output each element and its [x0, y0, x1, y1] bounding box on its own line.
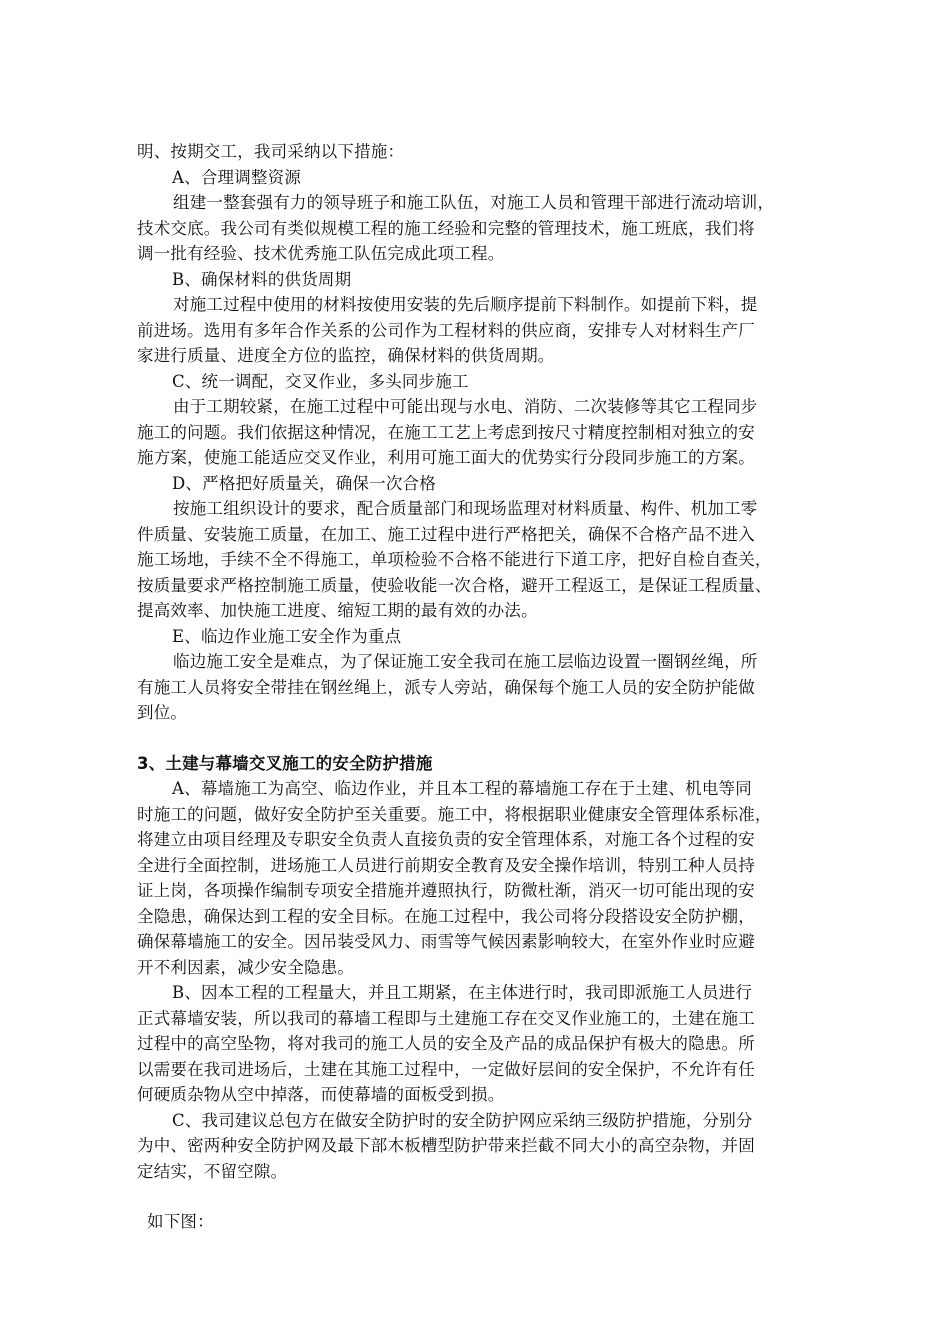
- paragraph-line: 施工场地，手续不全不得施工，单项检验不合格不能进行下道工序，把好自检自查关，: [137, 550, 772, 569]
- paragraph-line: 临边施工安全是难点，为了保证施工安全我司在施工层临边设置一圈钢丝绳，所: [173, 652, 758, 671]
- paragraph-line: 将建立由项目经理及专职安全负责人直接负责的安全管理体系，对施工各个过程的安: [137, 830, 755, 849]
- paragraph-line: 以需要在我司进场后，土建在其施工过程中，一定做好层间的安全保护，不允许有任: [137, 1059, 755, 1079]
- paragraph-line: 按质量要求严格控制施工质量，使验收能一次合格，避开工程返工，是保证工程质量、: [137, 575, 772, 595]
- paragraph-line: 技术交底。我公司有类似规模工程的施工经验和完整的管理技术，施工班底，我们将: [137, 218, 755, 238]
- paragraph-line: 按施工组织设计的要求，配合质量部门和现场监理对材料质量、构件、机加工零: [173, 499, 758, 518]
- paragraph-line: B、因本工程的工程量大，并且工期紧，在主体进行时，我司即派施工人员进行: [172, 983, 753, 1002]
- paragraph-line: C、我司建议总包方在做安全防护时的安全防护网应采纳三级防护措施，分别分: [172, 1110, 753, 1130]
- paragraph-line: 正式幕墙安装，所以我司的幕墙工程即与土建施工存在交叉作业施工的，土建在施工: [137, 1008, 755, 1028]
- paragraph-line: A、幕墙施工为高空、临边作业，并且本工程的幕墙施工存在于土建、机电等同: [172, 779, 752, 798]
- paragraph-line: 开不利因素，减少安全隐患。: [137, 957, 355, 977]
- paragraph-line: 组建一整套强有力的领导班子和施工队伍，对施工人员和管理干部进行流动培训，: [173, 193, 775, 212]
- paragraph-line: 证上岗，各项操作编制专项安全措施并遵照执行，防微杜渐，消灭一切可能出现的安: [137, 881, 755, 900]
- paragraph-line: 过程中的高空坠物，将对我司的施工人员的安全及产品的成品保护有极大的隐患。所: [137, 1034, 755, 1053]
- paragraph-line: 前进场。选用有多年合作关系的公司作为工程材料的供应商，安排专人对材料生产厂: [137, 320, 755, 340]
- paragraph-line: 调一批有经验、技术优秀施工队伍完成此项工程。: [137, 244, 505, 263]
- paragraph-line: 何硬质杂物从空中掉落，而使幕墙的面板受到损。: [137, 1085, 505, 1104]
- paragraph-line: 到位。: [137, 703, 188, 722]
- paragraph-line: 定结实，不留空隙。: [137, 1161, 288, 1181]
- section-heading: 3、土建与幕墙交叉施工的安全防护措施: [137, 753, 433, 773]
- paragraph-line: 件质量、安装施工质量，在加工、施工过程中进行严格把关，确保不合格产品不进入: [137, 524, 755, 544]
- paragraph-line: 明、按期交工，我司采纳以下措施：: [137, 142, 405, 161]
- subsection-title-a: A、合理调整资源: [172, 167, 302, 187]
- paragraph-line: 家进行质量、进度全方位的监控，确保材料的供货周期。: [137, 346, 555, 365]
- paragraph-line: 施方案，使施工能适应交叉作业，利用可施工面大的优势实行分段同步施工的方案。: [137, 448, 755, 467]
- paragraph-line: 有施工人员将安全带挂在钢丝绳上，派专人旁站，确保每个施工人员的安全防护能做: [137, 677, 755, 697]
- paragraph-line: 时施工的问题，做好安全防护至关重要。施工中，将根据职业健康安全管理体系标准，: [137, 804, 772, 824]
- paragraph-line: 对施工过程中使用的材料按使用安装的先后顺序提前下料制作。如提前下料，提: [173, 295, 758, 314]
- paragraph-line: 提高效率、加快施工进度、缩短工期的最有效的办法。: [137, 601, 538, 620]
- paragraph-line: 全隐患，确保达到工程的安全目标。在施工过程中，我公司将分段搭设安全防护棚，: [137, 906, 755, 926]
- paragraph-line: 确保幕墙施工的安全。因吊装受风力、雨雪等气候因素影响较大，在室外作业时应避: [137, 932, 755, 951]
- paragraph-line: 由于工期较紧，在施工过程中可能出现与水电、消防、二次装修等其它工程同步: [173, 397, 758, 416]
- subsection-title-e: E、临边作业施工安全作为重点: [172, 626, 402, 646]
- figure-caption: 如下图：: [147, 1212, 214, 1231]
- paragraph-line: 施工的问题。我们依据这种情况，在施工工艺上考虑到按尺寸精度控制相对独立的安: [137, 422, 755, 442]
- paragraph-line: 全进行全面控制，进场施工人员进行前期安全教育及安全操作培训，特别工种人员持: [137, 855, 755, 875]
- subsection-title-b: B、确保材料的供货周期: [172, 269, 352, 289]
- subsection-title-d: D、严格把好质量关，确保一次合格: [172, 473, 436, 493]
- subsection-title-c: C、统一调配，交叉作业，多头同步施工: [172, 371, 469, 391]
- paragraph-line: 为中、密两种安全防护网及最下部木板槽型防护带来拦截不同大小的高空杂物，并固: [137, 1136, 755, 1155]
- document-page: [137, 139, 849, 1235]
